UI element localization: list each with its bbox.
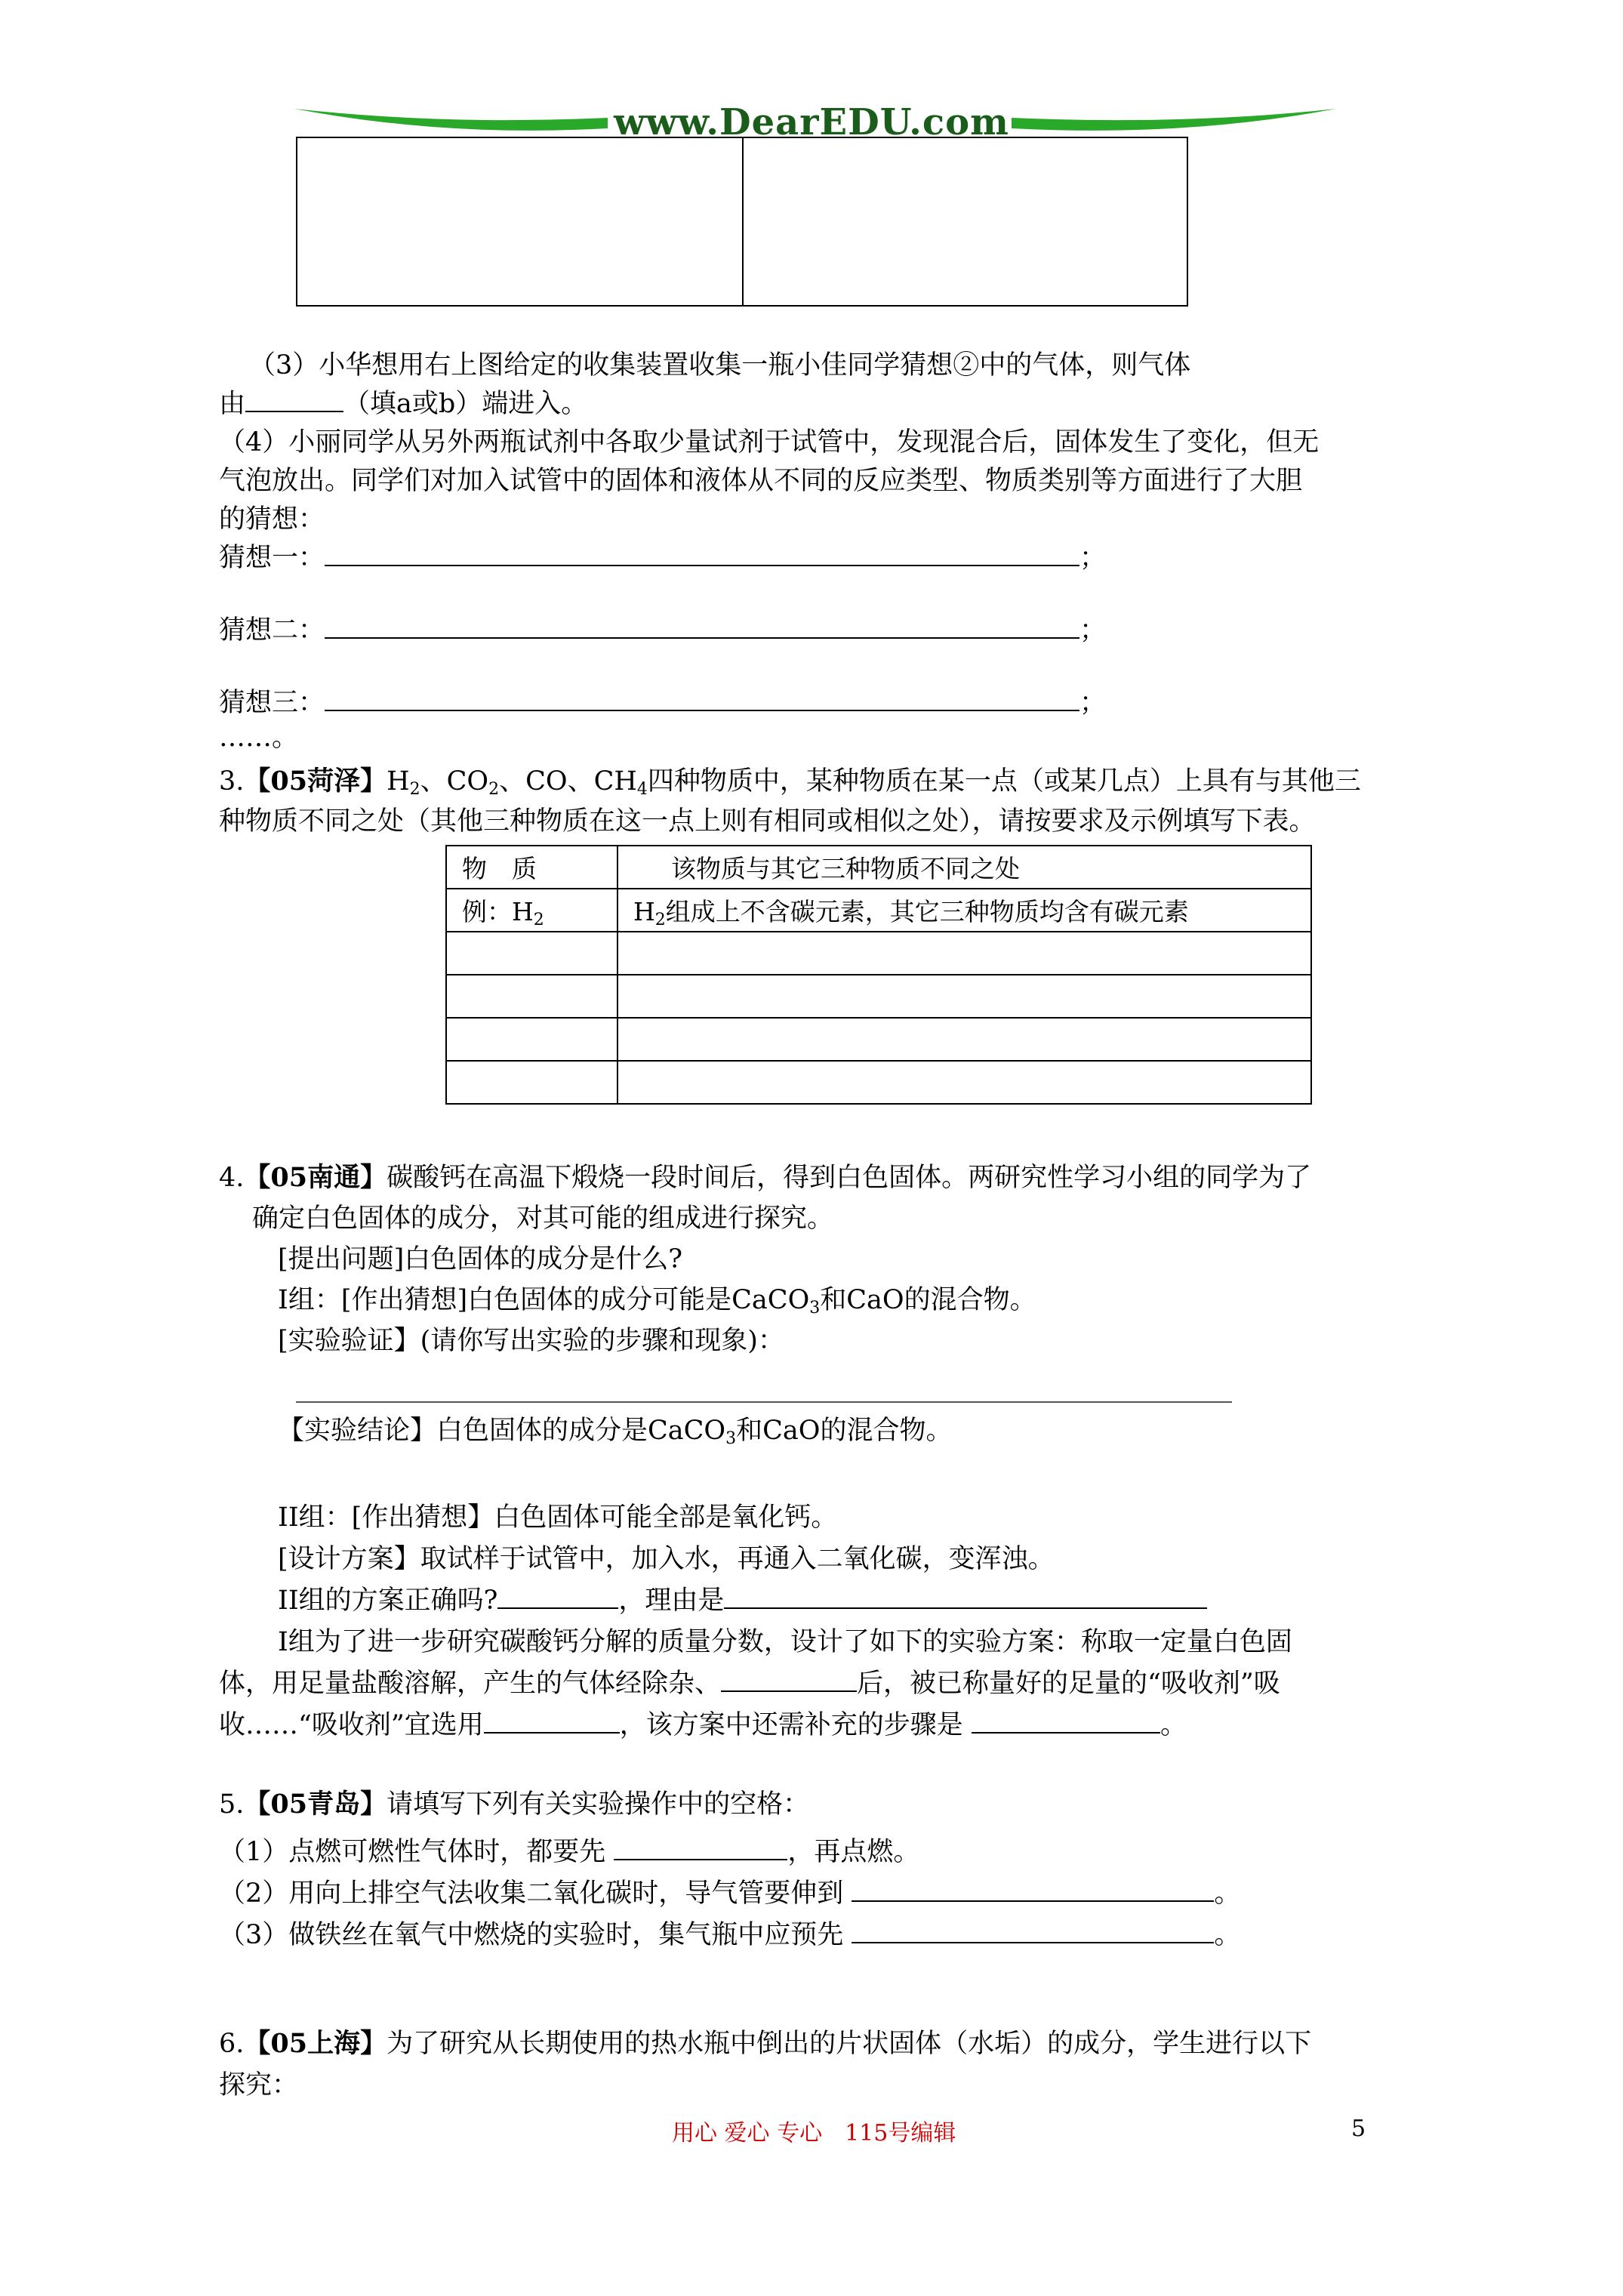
- guess1-blank[interactable]: [325, 539, 1079, 566]
- q4-experiment-blank[interactable]: [296, 1401, 1232, 1403]
- q2-p3-line1: （3）小华想用右上图给定的收集装置收集一瓶小佳同学猜想②中的气体，则气体: [249, 350, 1191, 381]
- q2-p4-line2: 气泡放出。同学们对加入试管中的固体和液体从不同的反应类型、物质类别等方面进行了大胆: [219, 466, 1303, 496]
- table-cell[interactable]: [446, 932, 617, 975]
- q5-item3: （3）做铁丝在氧气中燃烧的实验时，集气瓶中应预先 。: [219, 1916, 1240, 1954]
- table-row: [446, 1061, 1311, 1104]
- guess1-label: 猜想一：: [219, 543, 325, 573]
- q2-ellipsis: ……。: [219, 723, 299, 753]
- q5-item3-blank[interactable]: [852, 1916, 1214, 1943]
- q5-item1-blank[interactable]: [614, 1833, 787, 1860]
- q4-number: 4.: [219, 1163, 245, 1193]
- q4-line5: [实验验证】(请你写出实验的步骤和现象)：: [278, 1326, 784, 1356]
- guess3-label: 猜想三：: [219, 688, 325, 718]
- q3-line1-rest: 四种物质中，某种物质在某一点（或某几点）上具有与其他三: [647, 766, 1361, 797]
- q4-correct-blank[interactable]: [497, 1582, 618, 1609]
- q3-number: 3.: [219, 766, 245, 797]
- q4-reason-blank[interactable]: [724, 1582, 1207, 1609]
- q4-line9: II组的方案正确吗? ，理由是: [278, 1582, 1207, 1620]
- table-cell[interactable]: [617, 1018, 1311, 1061]
- q4-line7: II组：[作出猜想】白色固体可能全部是氧化钙。: [278, 1502, 838, 1533]
- q4-line3: [提出问题]白色固体的成分是什么?: [278, 1244, 683, 1274]
- q5-item2-blank[interactable]: [852, 1875, 1214, 1902]
- q4-tag: 【05南通】: [244, 1162, 387, 1193]
- q4-process-blank[interactable]: [721, 1665, 857, 1692]
- guess3-semicolon: ；: [1079, 688, 1107, 718]
- table-cell[interactable]: [446, 1061, 617, 1104]
- q2-p3-prefix: 由: [219, 389, 246, 419]
- q3-co2: 、CO: [420, 766, 489, 797]
- guess3-blank[interactable]: [325, 684, 1079, 711]
- q4-line6: 【实验结论】白色固体的成分是CaCO$_3$和CaO的混合物。: [278, 1416, 953, 1448]
- q4-line4: I组：[作出猜想]白色固体的成分可能是CaCO$_3$和CaO的混合物。: [278, 1285, 1036, 1318]
- guess1-semicolon: ；: [1079, 543, 1107, 573]
- table-cell[interactable]: [617, 975, 1311, 1018]
- q4-line12: 收……“吸收剂”宜选用 ，该方案中还需补充的步骤是 。: [219, 1706, 1187, 1744]
- table-header-difference: 该物质与其它三种物质不同之处: [617, 846, 1311, 889]
- q3-sub: 2: [409, 780, 420, 799]
- q2-p4-line1: （4）小丽同学从另外两瓶试剂中各取少量试剂于试管中，发现混合后，固体发生了变化，但无: [219, 427, 1320, 458]
- guess2-semicolon: ；: [1079, 615, 1107, 646]
- q5-title: 5.【05青岛】请填写下列有关实验操作中的空格：: [219, 1789, 810, 1820]
- table-row: [446, 889, 1311, 932]
- table-header-row: [446, 846, 1311, 889]
- q3-line2: 种物质不同之处（其他三种物质在这一点上则有相同或相似之处），请按要求及示例填写下表。: [219, 806, 1316, 837]
- table-cell[interactable]: [446, 975, 617, 1018]
- q4-absorbent-blank[interactable]: [484, 1706, 620, 1734]
- table-header-substance: 物 质: [446, 846, 617, 889]
- q4-line1: 4.【05南通】碳酸钙在高温下煅烧一段时间后，得到白色固体。两研究性学习小组的同学为了: [219, 1162, 1312, 1193]
- guess2-row: [219, 612, 1106, 649]
- q5-tag: 【05青岛】: [244, 1789, 387, 1820]
- q4-line11: 体，用足量盐酸溶解，产生的气体经除杂、 后，被已称量好的足量的“吸收剂”吸: [219, 1665, 1280, 1703]
- q5-item1: （1）点燃可燃性气体时，都要先 ，再点燃。: [219, 1833, 919, 1871]
- q3-line1: [219, 763, 1361, 800]
- table-row: [446, 932, 1311, 975]
- q4-line2: 确定白色固体的成分，对其可能的组成进行探究。: [252, 1203, 834, 1234]
- q6-number: 6.: [219, 2029, 245, 2059]
- q4-step-blank[interactable]: [972, 1706, 1160, 1734]
- apparatus-box-divider: [742, 138, 744, 305]
- table-row: [446, 1018, 1311, 1061]
- guess2-label: 猜想二：: [219, 615, 325, 646]
- q3-co: 、CO、CH: [499, 766, 637, 797]
- q3-sub: 4: [636, 780, 648, 799]
- apparatus-box: [296, 137, 1188, 307]
- q2-p3-suffix: （填a或b）端进入。: [343, 389, 588, 419]
- q3-table: [445, 845, 1312, 1105]
- q2-p3-line2: [219, 385, 587, 423]
- q3-h2: H: [387, 766, 410, 797]
- q6-tag: 【05上海】: [244, 2028, 387, 2059]
- q3-sub: 2: [488, 780, 500, 799]
- q6-line1: 6.【05上海】为了研究从长期使用的热水瓶中倒出的片状固体（水垢）的成分，学生进行以下: [219, 2028, 1312, 2059]
- guess2-blank[interactable]: [325, 612, 1079, 639]
- table-example-substance: 例：$H_2$: [446, 889, 617, 932]
- table-row: [446, 975, 1311, 1018]
- guess1-row: [219, 539, 1106, 577]
- table-cell[interactable]: [617, 932, 1311, 975]
- q4-line8: [设计方案】取试样于试管中，加入水，再通入二氧化碳，变浑浊。: [278, 1544, 1055, 1574]
- table-cell[interactable]: [617, 1061, 1311, 1104]
- q5-item2: （2）用向上排空气法收集二氧化碳时，导气管要伸到 。: [219, 1875, 1240, 1912]
- guess3-row: [219, 684, 1106, 722]
- footer-credit: 用心 爱心 专心 115号编辑: [672, 2120, 956, 2147]
- q4-line10: I组为了进一步研究碳酸钙分解的质量分数，设计了如下的实验方案：称取一定量白色固: [278, 1627, 1292, 1657]
- table-cell[interactable]: [446, 1018, 617, 1061]
- logo-text: www.DearEDU.com: [614, 101, 1009, 143]
- q3-tag: 【05菏泽】: [244, 766, 387, 797]
- q2-p3-blank[interactable]: [245, 385, 343, 412]
- q5-number: 5.: [219, 1789, 245, 1820]
- page-number: 5: [1351, 2116, 1366, 2142]
- table-example-difference: $H_2$组成上不含碳元素，其它三种物质均含有碳元素: [617, 889, 1311, 932]
- q2-p4-line3: 的猜想：: [219, 504, 325, 535]
- q6-line2: 探究：: [219, 2070, 299, 2100]
